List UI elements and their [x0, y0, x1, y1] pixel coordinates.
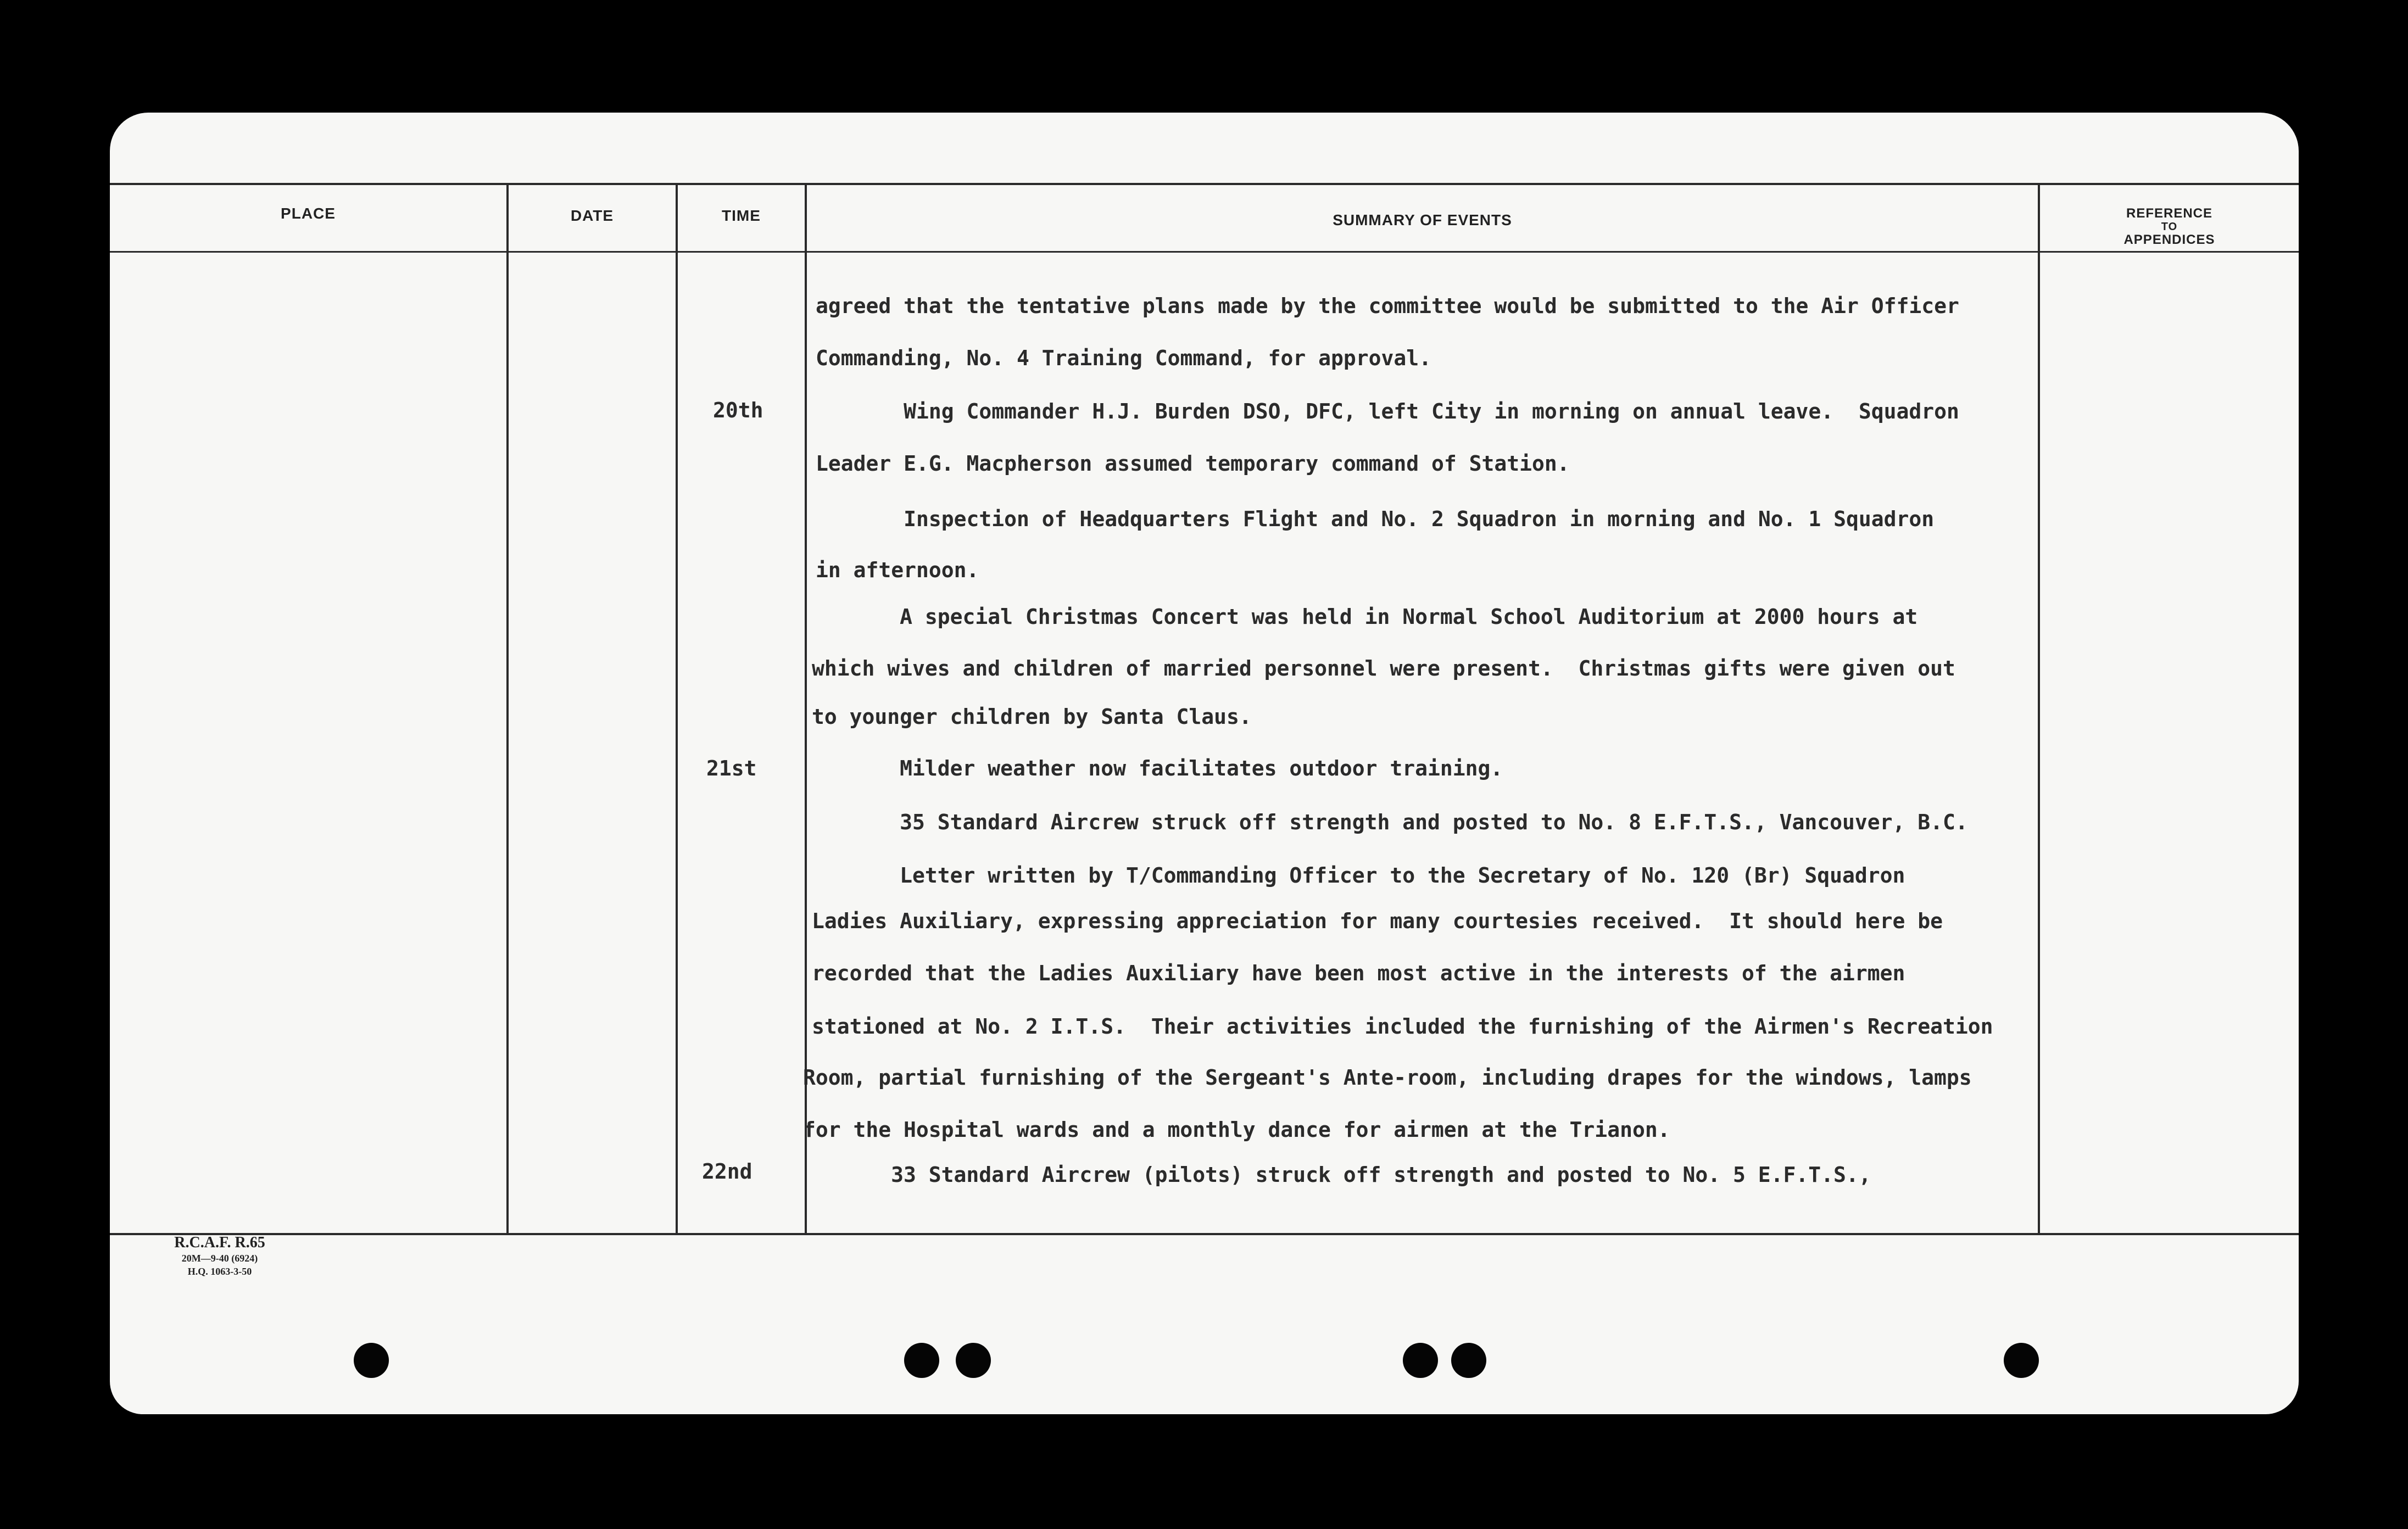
- summary-line: Commanding, No. 4 Training Command, for approval.: [816, 346, 1432, 370]
- summary-line: to younger children by Santa Claus.: [812, 705, 1252, 729]
- top-rule: [110, 183, 2299, 185]
- form-id-line1: R.C.A.F. R.65: [174, 1234, 265, 1251]
- header-date: DATE: [570, 207, 614, 224]
- diary-form-card: [110, 113, 2299, 1414]
- punch-hole: [956, 1343, 991, 1378]
- summary-line: Letter written by T/Commanding Officer to the Secretary of No. 120 (Br) Squadron: [812, 863, 1905, 888]
- punch-hole: [2004, 1343, 2039, 1378]
- summary-line: Milder weather now facilitates outdoor training.: [812, 756, 1503, 780]
- header-place: PLACE: [281, 205, 336, 222]
- summary-line: Room, partial furnishing of the Sergeant's Ante-room, including drapes for the windows, lamps: [803, 1065, 1972, 1090]
- date-time-divider: [676, 184, 678, 1234]
- place-date-divider: [506, 184, 509, 1234]
- summary-line: 35 Standard Aircrew struck off strength and posted to No. 8 E.F.T.S., Vancouver, B.C.: [812, 810, 1968, 834]
- form-id-line2: 20M—9-40 (6924): [181, 1253, 258, 1264]
- date-21st: 21st: [706, 756, 757, 780]
- summary-line: Ladies Auxiliary, expressing appreciation for many courtesies received. It should here be: [812, 909, 1943, 933]
- form-id-line3: H.Q. 1063-3-50: [187, 1266, 252, 1277]
- date-22nd: 22nd: [702, 1159, 752, 1184]
- header-reference: [2040, 206, 2299, 248]
- summary-line: Leader E.G. Macpherson assumed temporary command of Station.: [816, 451, 1570, 476]
- summary-line: Wing Commander H.J. Burden DSO, DFC, left City in morning on annual leave. Squadron: [816, 399, 1959, 423]
- punch-hole: [1451, 1343, 1486, 1378]
- summary-line: agreed that the tentative plans made by the committee would be submitted to the Air Officer: [816, 294, 1959, 318]
- punch-hole: [904, 1343, 939, 1378]
- summary-reference-divider: [2038, 184, 2040, 1234]
- header-reference-line1: REFERENCE: [2126, 206, 2213, 221]
- header-reference-line2: TO: [2161, 221, 2178, 233]
- punch-hole: [354, 1343, 389, 1378]
- summary-line: Inspection of Headquarters Flight and No. 2 Squadron in morning and No. 1 Squadron: [816, 507, 1935, 531]
- summary-line: in afternoon.: [816, 558, 979, 582]
- form-identifier: [154, 1234, 286, 1278]
- punch-hole: [1403, 1343, 1438, 1378]
- header-summary: SUMMARY OF EVENTS: [1333, 211, 1512, 228]
- date-20th: 20th: [713, 398, 763, 422]
- summary-line: which wives and children of married personnel were present. Christmas gifts were given out: [812, 656, 1955, 680]
- summary-line: for the Hospital wards and a monthly dance for airmen at the Trianon.: [803, 1118, 1670, 1142]
- header-reference-line3: APPENDICES: [2123, 232, 2215, 247]
- summary-line: 33 Standard Aircrew (pilots) struck off strength and posted to No. 5 E.F.T.S.,: [803, 1163, 1871, 1187]
- summary-line: stationed at No. 2 I.T.S. Their activities included the furnishing of the Airmen's Recreation: [812, 1014, 1993, 1039]
- summary-line: recorded that the Ladies Auxiliary have been most active in the interests of the airmen: [812, 961, 1905, 985]
- header-time: TIME: [722, 207, 761, 224]
- summary-line: A special Christmas Concert was held in Normal School Auditorium at 2000 hours at: [812, 605, 1918, 629]
- header-rule: [110, 251, 2299, 253]
- bottom-rule: [110, 1233, 2299, 1235]
